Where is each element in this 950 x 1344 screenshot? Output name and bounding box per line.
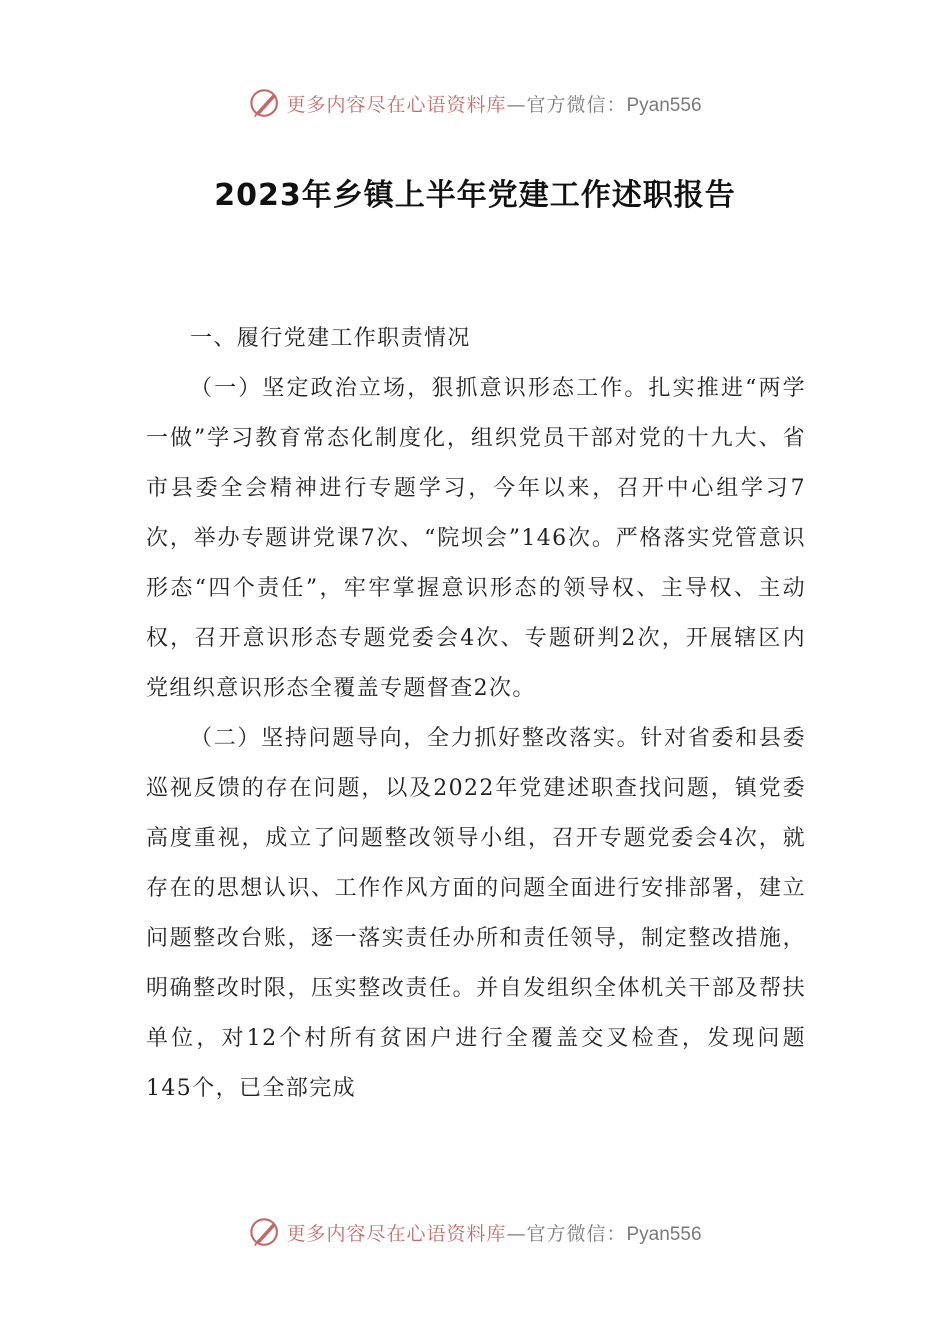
watermark-wechat-id: Pyan556 [626,94,702,116]
document-title: 2023年乡镇上半年党建工作述职报告 [214,178,736,213]
watermark-library-name: 更多内容尽在心语资料库 [286,93,507,116]
header-watermark [0,83,950,123]
watermark-text [286,90,701,117]
watermark-wechat-id: Pyan556 [626,1223,702,1245]
section-heading: 一、履行党建工作职责情况 [190,326,471,351]
document-body [146,314,806,1114]
quill-logo-icon [248,86,282,120]
watermark-wechat-label: —官方微信： [506,93,627,116]
watermark-wechat-label: —官方微信： [506,1222,627,1245]
quill-logo-icon [248,1215,282,1249]
body-paragraph: （一）坚定政治立场，狠抓意识形态工作。扎实推进“两学一做”学习教育常态化制度化，组织党员干部对党的十九大、省市县委全会精神进行专题学习，今年以来，召开中心组学习7次，举办专题讲党课7次、“院坝会”146次。严格落实党管意识形态“四个责任”，牢牢掌握意识形态的领导权、主导权、主动权，召开意识形态专题党委会4次、专题研判2次，开展辖区内党组织意识形态全覆盖专题督查2次。 [146,376,806,701]
footer-watermark [0,1212,950,1252]
watermark-library-name: 更多内容尽在心语资料库 [286,1222,507,1245]
body-paragraph: （二）坚持问题导向，全力抓好整改落实。针对省委和县委巡视反馈的存在问题，以及2022年党建述职查找问题，镇党委高度重视，成立了问题整改领导小组，召开专题党委会4次，就存在的思想认识、工作作风方面的问题全面进行安排部署，建立问题整改台账，逐一落实责任办所和责任领导，制定整改措施，明确整改时限，压实整改责任。并自发组织全体机关干部及帮扶单位，对12个村所有贫困户进行全覆盖交叉检查，发现问题145个，已全部完成 [146,726,806,1101]
watermark-text [286,1219,701,1246]
